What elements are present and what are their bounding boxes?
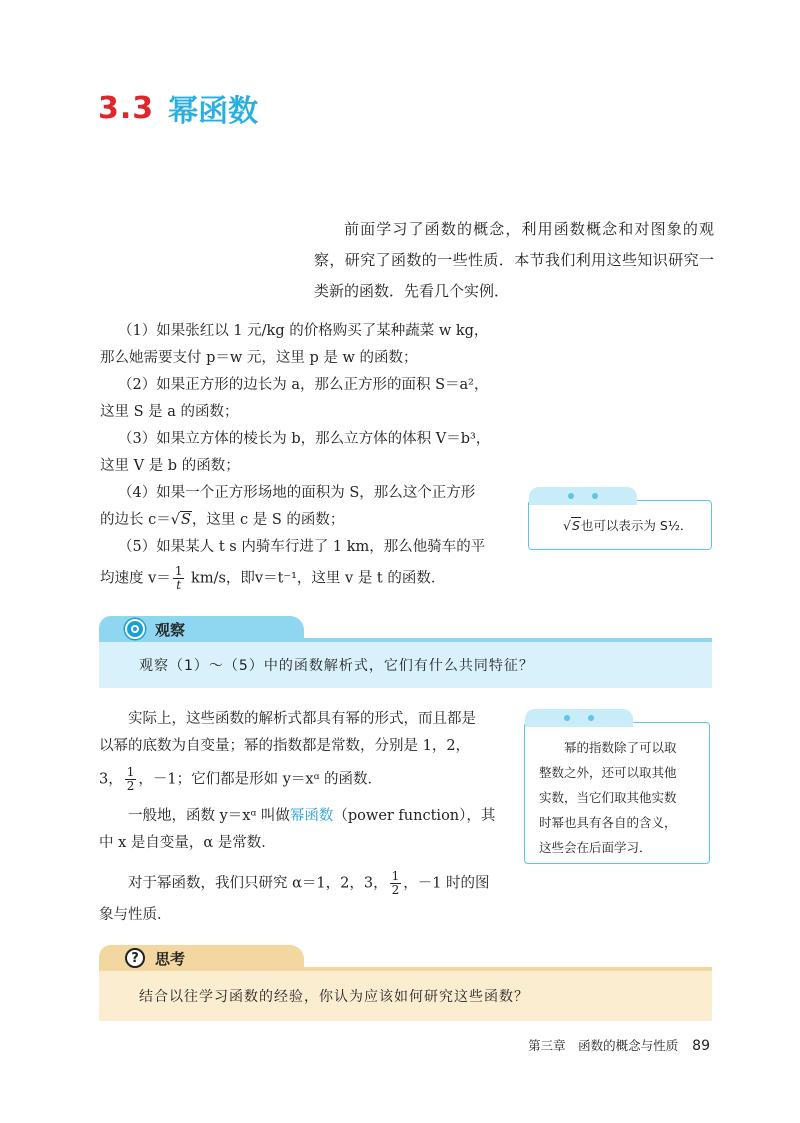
- side-note-sqrt: [528, 500, 712, 550]
- think-section: [99, 945, 712, 1021]
- example-5-line-1: （5）如果某人 t s 内骑车行进了 1 km，那么他骑车的平: [118, 539, 486, 555]
- page-number: 89: [692, 1038, 710, 1054]
- section-title: 幂函数: [168, 94, 259, 129]
- observe-label: 观察: [155, 620, 186, 639]
- example-3-line-2: 这里 V 是 b 的函数；: [100, 458, 240, 474]
- think-tab: [99, 945, 304, 971]
- paragraph-definition: 一般地，函数 y＝xᵅ 叫做幂函数（power function），其 中 x 是自变量，α 是常数．: [99, 808, 496, 851]
- fraction-one-half: $\frac{1}{2}$: [126, 765, 135, 793]
- chapter-label: 第三章 函数的概念与性质: [528, 1038, 679, 1053]
- section-number: 3.3: [98, 90, 155, 126]
- note-sqrt-text: √S也可以表示为 S½．: [563, 518, 693, 533]
- example-3-line-1: （3）如果立方体的棱长为 b，那么立方体的体积 V＝b³，: [118, 431, 491, 447]
- fraction-one-half-2: $\frac{1}{2}$: [391, 869, 400, 897]
- observe-tab: [99, 616, 304, 642]
- think-question: 结合以往学习函数的经验，你认为应该如何研究这些函数？: [99, 971, 712, 1021]
- paragraph-scope: 对于幂函数，我们只研究 α＝1，2，3， $\frac{1}{2}$ ，－1 时的图 象与性质．: [99, 869, 490, 923]
- examples-block: [100, 318, 518, 593]
- intro-paragraph: 前面学习了函数的概念，利用函数概念和对图象的观察，研究了函数的一些性质．本节我们利用这些知识研究一类新的函数．先看几个实例．: [314, 220, 714, 300]
- question-icon: ?: [125, 948, 145, 968]
- fraction-1-over-t: $\frac{1}{t}$: [174, 564, 183, 592]
- page-footer: [528, 1036, 710, 1054]
- think-label: 思考: [155, 949, 186, 968]
- term-power-function: 幂函数: [289, 808, 334, 824]
- observe-icon: [125, 619, 145, 639]
- example-4-line-1: （4）如果一个正方形场地的面积为 S，那么这个正方形: [118, 485, 476, 501]
- side-note-exponent: [524, 722, 710, 864]
- example-5-line-2: 均速度 v＝ $\frac{1}{t}$ km/s，即v＝t⁻¹，这里 v 是 t 的函数．: [100, 564, 446, 592]
- observe-section: [99, 616, 712, 688]
- example-2-line-1: （2）如果正方形的边长为 a，那么正方形的面积 S＝a²，: [118, 377, 489, 393]
- paragraph-explanation: 实际上，这些函数的解析式都具有幂的形式，而且都是 以幂的底数为自变量；幂的指数都是常数，分别是 1，2， 3， $\frac{1}{2}$ ，－1；它们都是形如 y＝xᵅ 的函数．: [99, 711, 476, 793]
- observe-question: 观察（1）～（5）中的函数解析式，它们有什么共同特征？: [99, 642, 712, 688]
- note-tab: [529, 487, 637, 505]
- section-heading: [98, 88, 258, 128]
- example-1-line-2: 那么她需要支付 p＝w 元，这里 p 是 w 的函数；: [100, 350, 418, 366]
- note-tab: [525, 709, 633, 727]
- example-1-line-1: （1）如果张红以 1 元/kg 的价格购买了某种蔬菜 w kg，: [118, 323, 489, 339]
- example-4-line-2: 的边长 c＝√S，这里 c 是 S 的函数；: [100, 507, 518, 534]
- note-exponent-text: 幂的指数除了可以取 整数之外，还可以取其他 实数，当它们取其他实数 时幂也具有各自的含义， 这些会在后面学习．: [539, 740, 677, 855]
- sqrt-expression: √S: [170, 512, 191, 528]
- example-2-line-2: 这里 S 是 a 的函数；: [100, 404, 239, 420]
